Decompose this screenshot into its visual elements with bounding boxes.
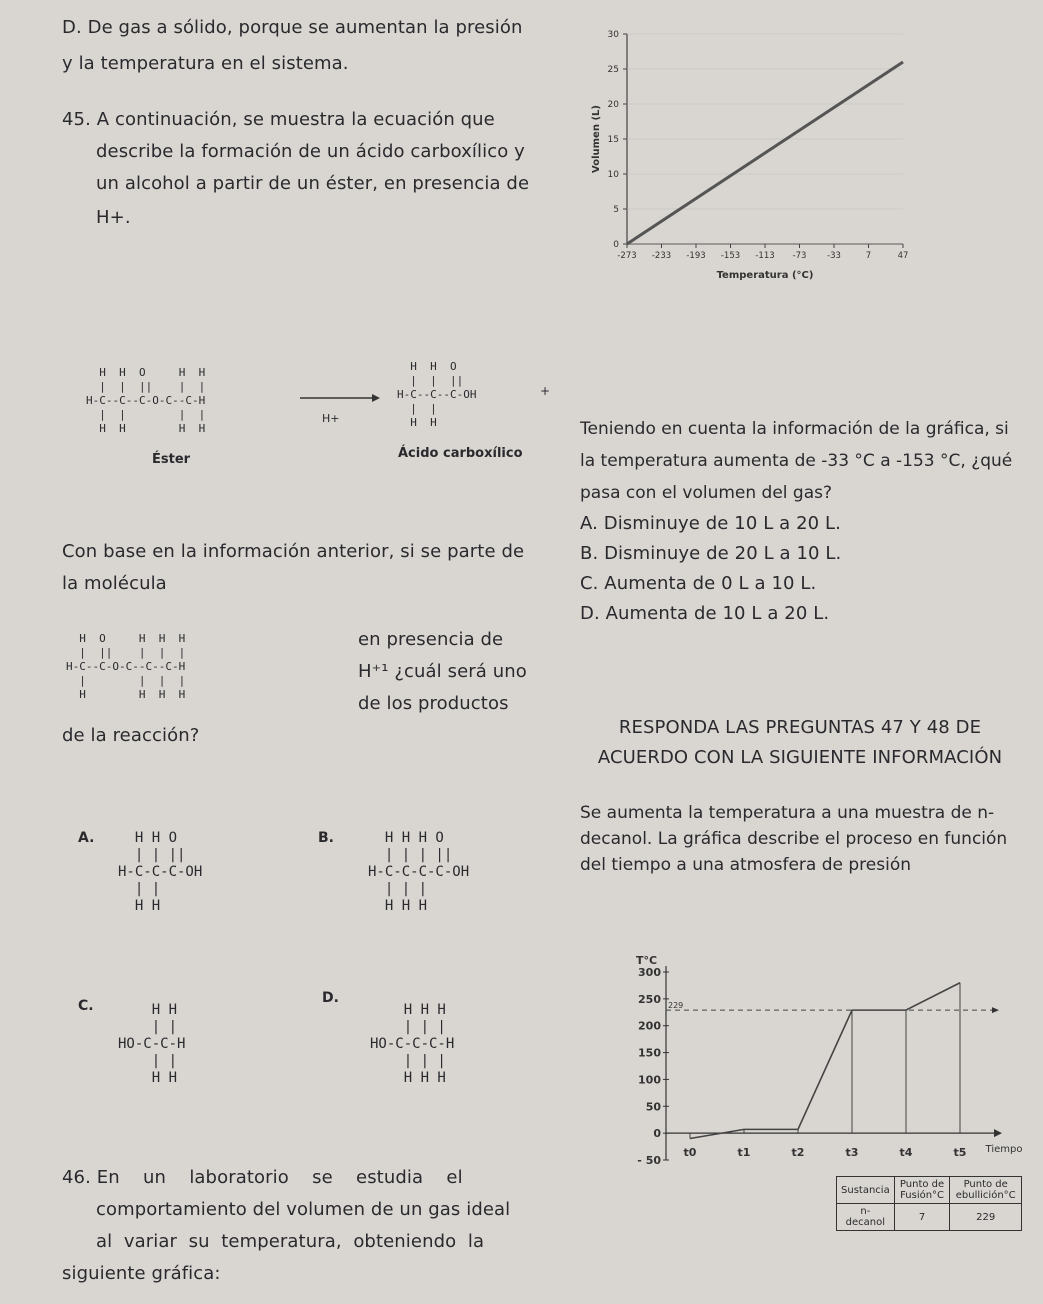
q46-stem-line4: siguiente gráfica:	[62, 1263, 221, 1284]
x-axis-label: Tiempo	[985, 1144, 1023, 1155]
q46-option-a: A. Disminuye de 10 L a 20 L.	[580, 513, 842, 534]
table-cell-fusion: 7	[894, 1204, 950, 1231]
x-axis-arrow	[994, 1129, 1002, 1137]
x-tick-label: t5	[953, 1146, 967, 1159]
catalyst-label: H+	[322, 412, 340, 425]
acid-label: Ácido carboxílico	[398, 446, 523, 461]
x-tick-label: t0	[683, 1146, 697, 1159]
y-tick-label: 10	[607, 170, 619, 180]
option-b-label: B.	[318, 830, 334, 846]
q44-option-d-line1: D. De gas a sólido, porque se aumentan la presión	[62, 17, 523, 38]
acid-structure: H H O | | || H-C--C--C-OH | | H H	[397, 360, 477, 429]
presence-line1: en presencia de	[358, 629, 504, 650]
presence-line2: H⁺¹ ¿cuál será uno	[358, 661, 527, 682]
q45-based-line2: la molécula	[62, 573, 167, 594]
x-tick-label: t3	[845, 1146, 859, 1159]
y-tick-label: 100	[638, 1073, 661, 1087]
presence-line3: de los productos	[358, 693, 509, 714]
y-tick-label: 50	[645, 1100, 661, 1114]
volume-temperature-chart	[585, 20, 915, 290]
q44-option-d-line2: y la temperatura en el sistema.	[62, 53, 349, 74]
table-header-fusion: Punto de Fusión°C	[894, 1177, 950, 1204]
y-tick-label: 150	[638, 1046, 661, 1060]
table-cell-substance: n-decanol	[837, 1204, 895, 1231]
q45-stem-line3: un alcohol a partir de un éster, en presencia de	[96, 173, 530, 194]
x-tick-label: -113	[755, 251, 775, 261]
temperature-time-chart	[630, 950, 1030, 1172]
info-heading-line1: RESPONDA LAS PREGUNTAS 47 Y 48 DE	[618, 717, 982, 738]
reaction-arrow	[300, 388, 380, 428]
q46-question-line3: pasa con el volumen del gas?	[580, 483, 833, 503]
y-tick-label: 30	[607, 30, 619, 40]
y-axis-label: T°C	[636, 954, 658, 967]
x-tick-label: -193	[686, 251, 706, 261]
y-tick-label: - 50	[637, 1154, 661, 1167]
x-tick-label: 47	[897, 251, 909, 261]
q45-based-line1: Con base en la información anterior, si se parte de	[62, 541, 525, 562]
q45-stem-line1: 45. A continuación, se muestra la ecuación que	[62, 109, 495, 130]
x-tick-label: -33	[827, 251, 841, 261]
info-text-line1: Se aumenta la temperatura a una muestra de n-	[580, 803, 995, 823]
y-tick-label: 250	[638, 992, 661, 1006]
q46-option-d: D. Aumenta de 10 L a 20 L.	[580, 603, 830, 624]
y-tick-label: 0	[653, 1127, 661, 1141]
y-tick-label: 0	[613, 240, 619, 250]
boiling-line-arrow	[992, 1007, 999, 1013]
boiling-annotation: 229	[668, 1001, 684, 1011]
x-tick-label: 7	[865, 251, 872, 261]
x-tick-label: -73	[792, 251, 807, 261]
volume-series-line	[627, 62, 903, 244]
option-a-formula: H H O | | || H-C-C-C-OH | | H H	[118, 830, 203, 914]
y-tick-label: 15	[607, 135, 619, 145]
q46-question-line1: Teniendo en cuenta la información de la gráfica, si	[580, 419, 1009, 439]
q46-question-line2: la temperatura aumenta de -33 °C a -153 °C, ¿qué	[580, 451, 1013, 471]
y-tick-label: 5	[613, 205, 619, 215]
y-axis-label: Volumen (L)	[591, 105, 602, 173]
table-header-substance: Sustancia	[837, 1177, 895, 1204]
x-tick-label: t1	[737, 1146, 751, 1159]
table-header-boiling: Punto de ebullición°C	[950, 1177, 1022, 1204]
heating-curve	[690, 983, 960, 1139]
ester-structure: H H O H H | | || | | H-C--C--C-O-C--C-H | | | | H H H H	[86, 366, 206, 435]
x-tick-label: t2	[791, 1146, 805, 1159]
option-c-label: C.	[78, 998, 94, 1014]
x-axis-label: Temperatura (°C)	[716, 270, 814, 281]
ester-label: Éster	[152, 452, 191, 467]
starting-molecule: H O H H H | || | | | H-C--C-O-C--C--C-H | | | | H H H H	[66, 632, 186, 701]
plus-sign: +	[540, 384, 551, 398]
option-d-label: D.	[322, 990, 339, 1006]
option-d-formula: H H H | | | HO-C-C-C-H | | | H H H	[370, 1002, 455, 1086]
table-cell-boiling: 229	[950, 1204, 1022, 1231]
q46-stem-line3: al variar su temperatura, obteniendo la	[96, 1231, 485, 1252]
q45-stem-line2: describe la formación de un ácido carboxílico y	[96, 141, 525, 162]
q46-option-c: C. Aumenta de 0 L a 10 L.	[580, 573, 817, 594]
q46-stem-line1: 46. En un laboratorio se estudia el	[62, 1167, 463, 1188]
q46-option-b: B. Disminuye de 20 L a 10 L.	[580, 543, 842, 564]
q46-stem-line2: comportamiento del volumen de un gas ideal	[96, 1199, 511, 1220]
option-c-formula: H H | | HO-C-C-H | | H H	[118, 1002, 186, 1086]
x-tick-label: -233	[651, 251, 672, 261]
y-tick-label: 25	[607, 65, 619, 75]
x-tick-label: t4	[899, 1146, 913, 1159]
option-b-formula: H H H O | | | || H-C-C-C-C-OH | | | H H H	[368, 830, 470, 914]
y-tick-label: 20	[607, 100, 619, 110]
info-heading-line2: ACUERDO CON LA SIGUIENTE INFORMACIÓN	[597, 747, 1003, 768]
q45-stem-line4: H+.	[96, 207, 131, 228]
option-a-label: A.	[78, 830, 95, 846]
x-tick-label: -153	[720, 251, 741, 261]
info-text-line3: del tiempo a una atmosfera de presión	[580, 855, 912, 875]
x-tick-label: -273	[617, 251, 637, 261]
info-text-line2: decanol. La gráfica describe el proceso en función	[580, 829, 1008, 849]
substance-table	[836, 1176, 1022, 1231]
y-tick-label: 300	[638, 966, 661, 979]
y-tick-label: 200	[638, 1019, 661, 1033]
presence-line4: de la reacción?	[62, 725, 200, 746]
